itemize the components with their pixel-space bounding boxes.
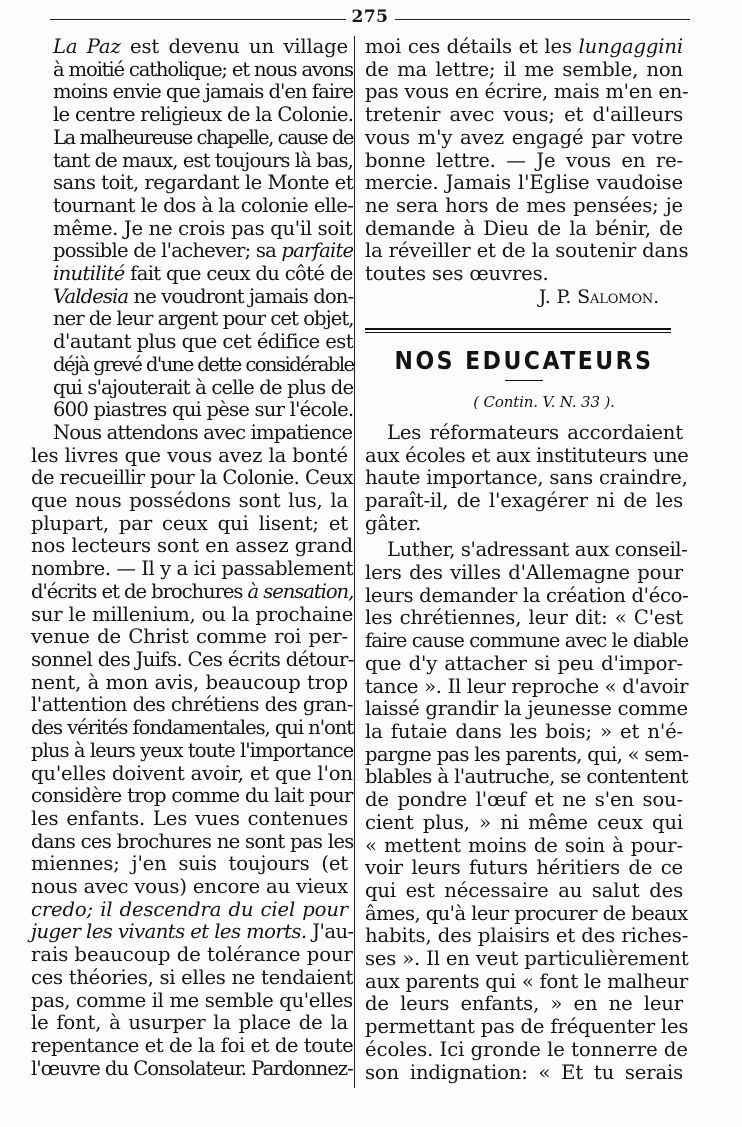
text-line: vous m'y avez engagé par votre <box>365 125 683 149</box>
text-line: blables à l'autruche, se contentent <box>365 765 688 789</box>
text-line: moi ces détails et les lungaggini <box>365 35 683 58</box>
text-line: les livres que vous avez la bonté <box>31 443 348 467</box>
text-line: dans ces brochures ne sont pas les <box>31 829 354 853</box>
text-line: qui s'ajouterait à celle de plus de <box>53 375 354 399</box>
text-line: nous avec vous) encore au vieux <box>31 875 348 899</box>
text-line: aux écoles et aux instituteurs une <box>365 443 689 467</box>
left-column <box>31 35 354 1080</box>
text-line: laissé grandir la jeunesse comme <box>365 697 688 721</box>
text-line: de leurs enfants, » en ne leur <box>365 992 683 1016</box>
text-line: nombre. — Il y a ici passablement <box>31 557 354 581</box>
title-underline <box>505 380 543 381</box>
text-line: d'autant plus que cet édifice est <box>53 330 354 354</box>
text-line: La malheureuse chapelle, cause de <box>53 125 354 149</box>
right-paragraph-2 <box>365 420 689 536</box>
text-line: de recueillir pour la Colonie. Ceux <box>31 466 353 490</box>
text-line: ses ». Il en veut particulièrement <box>365 947 689 971</box>
header-rule-right <box>395 19 691 20</box>
text-line: haute importance, sans craindre, <box>365 466 688 490</box>
page-header <box>50 6 690 28</box>
text-line: même. Je ne crois pas qu'il soit <box>53 216 353 240</box>
left-paragraph-1 <box>31 35 354 422</box>
text-line: nent, à mon avis, beaucoup trop <box>31 670 348 694</box>
text-line: des vérités fondamentales, qui n'ont <box>31 716 354 740</box>
text-line: Les réformateurs accordaient <box>387 420 683 444</box>
text-line: La Paz est devenu un village <box>53 35 348 58</box>
text-line: que nous possédons sont lus, la <box>31 489 348 513</box>
text-line: 600 piastres qui pèse sur l'école. <box>53 398 354 422</box>
text-line: ner de leur argent pour cet objet, <box>53 307 354 331</box>
text-line: la réveiller et de la soutenir dans <box>365 239 689 263</box>
text-line: tournant le dos à la colonie elle- <box>53 193 354 217</box>
text-line: lers des villes d'Allemagne pour <box>365 561 683 585</box>
page-number: 275 <box>351 7 389 27</box>
text-line: l'œuvre du Consolateur. Pardonnez- <box>31 1056 353 1080</box>
text-line: Luther, s'adressant aux conseil- <box>387 538 688 562</box>
text-line: déjà grevé d'une dette considérable <box>53 352 354 376</box>
text-line: ne sera hors de mes pensées; je <box>365 193 683 217</box>
text-line: plus à leurs yeux toute l'importance <box>31 738 354 762</box>
text-line: pargne pas les parents, qui, « sem- <box>365 742 689 766</box>
section-title: NOS EDUCATEURS <box>394 347 654 377</box>
text-line: demande à Dieu de la bénir, de <box>365 216 683 240</box>
text-line: inutilité fait que ceux du côté de <box>53 262 353 286</box>
text-line: venue de Christ comme roi per- <box>31 625 348 649</box>
text-line: Nous attendons avec impatience <box>53 420 353 444</box>
text-line: les enfants. Les vues contenues <box>31 806 348 830</box>
text-line: moins envie que jamais d'en faire <box>53 80 354 104</box>
left-paragraph-2 <box>31 420 354 1080</box>
text-line: les chrétiennes, leur dit: « C'est <box>365 606 683 630</box>
text-line: rais beaucoup de tolérance pour <box>31 943 353 967</box>
text-line: repentance et de la foi et de toute <box>31 1033 354 1057</box>
text-line: considère trop comme du lait pour <box>31 784 353 808</box>
text-line: qui est nécessaire au salut des <box>365 878 683 902</box>
text-line: sans toit, regardant le Monte et <box>53 171 354 195</box>
text-line: leurs demander la création d'éco- <box>365 583 689 607</box>
text-line: son indignation: « Et tu serais <box>365 1060 683 1084</box>
text-line: faire cause commune avec le diable <box>365 629 689 653</box>
continuation-note: ( Contin. V. N. 33 ). <box>473 393 615 412</box>
text-line: habits, des plaisirs et des riches- <box>365 924 689 948</box>
text-line: possible de l'achever; sa parfaite <box>53 239 354 263</box>
text-line: de ma lettre; il me semble, non <box>365 57 683 81</box>
text-line: paraît-il, de l'exagérer ni de les <box>365 488 683 512</box>
text-line: que d'y attacher si peu d'impor- <box>365 651 683 675</box>
section-separator <box>365 328 671 333</box>
text-line: nos lecteurs sont en assez grand <box>31 534 353 558</box>
header-rule-left <box>50 19 346 20</box>
text-line: cient plus, » ni même ceux qui <box>365 810 683 834</box>
text-line: credo; il descendra du ciel pour <box>31 897 348 921</box>
text-line: permettant pas de fréquenter les <box>365 1015 689 1039</box>
text-line: pas vous en écrire, mais m'en en- <box>365 80 689 104</box>
text-line: le centre religieux de la Colonie. <box>53 103 354 127</box>
text-line: à moitié catholique; et nous avons <box>53 57 353 81</box>
text-line: le font, à usurper la place de la <box>31 1011 348 1035</box>
text-line: sur le millenium, ou la prochaine <box>31 602 354 626</box>
text-line: voir leurs futurs héritiers de ce <box>365 856 683 880</box>
signature <box>365 286 683 309</box>
text-line: sonnel des Juifs. Ces écrits détour- <box>31 647 354 671</box>
column-divider <box>354 36 355 1088</box>
text-line: bonne lettre. — Je vous en re- <box>365 148 683 172</box>
text-line: âmes, qu'à leur procurer de beaux <box>365 901 688 925</box>
text-line: toutes ses œuvres. <box>365 262 549 286</box>
text-line: pas, comme il me semble qu'elles <box>31 988 353 1012</box>
text-line: miennes; j'en suis toujours (et <box>31 852 348 876</box>
signature-name: Salomon. <box>577 285 659 308</box>
right-paragraph-3 <box>365 538 689 1084</box>
text-line: l'attention des chrétiens des gran- <box>31 693 353 717</box>
text-line: Valdesia ne voudront jamais don- <box>53 284 354 308</box>
text-line: ces théories, si elles ne tendaient <box>31 965 354 989</box>
text-line: plupart, par ceux qui lisent; et <box>31 511 348 535</box>
right-column <box>365 35 689 1084</box>
signature-initials: J. P. <box>538 285 578 308</box>
text-line: tant de maux, est toujours là bas, <box>53 148 353 172</box>
text-line: d'écrits et de brochures à sensation, <box>31 579 354 603</box>
text-line: gâter. <box>365 511 422 535</box>
right-paragraph-1 <box>365 35 689 286</box>
text-line: de pondre l'œuf et ne s'en sou- <box>365 788 683 812</box>
text-line: tance ». Il leur reproche « d'avoir <box>365 674 689 698</box>
text-line: tretenir avec vous; et d'ailleurs <box>365 103 683 127</box>
text-line: juger les vivants et les morts. J'au- <box>31 920 354 944</box>
text-line: « mettent moins de soin à pour- <box>365 833 683 857</box>
text-line: mercie. Jamais l'Eglise vaudoise <box>365 171 683 195</box>
text-line: qu'elles doivent avoir, et que l'on <box>31 761 353 785</box>
text-line: la futaie dans les bois; » et n'é- <box>365 719 683 743</box>
text-line: écoles. Ici gronde le tonnerre de <box>365 1037 688 1061</box>
text-line: aux parents qui « font le malheur <box>365 969 689 993</box>
